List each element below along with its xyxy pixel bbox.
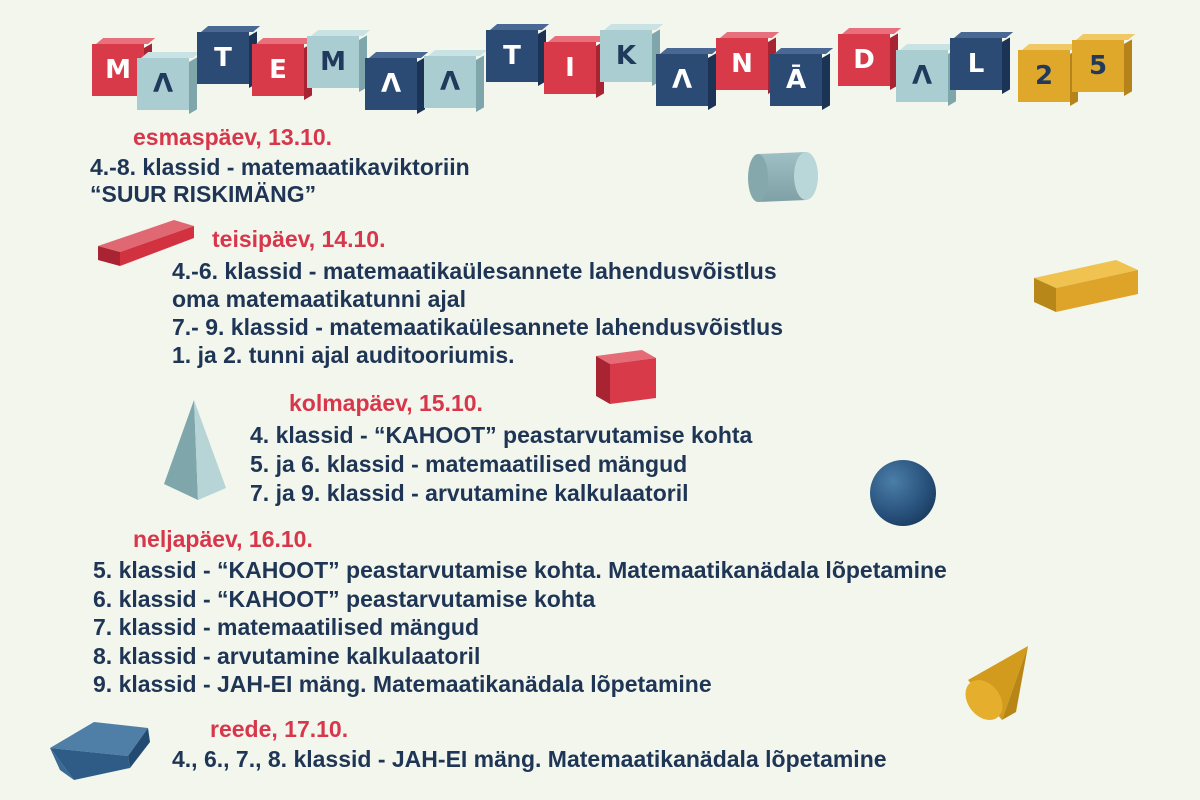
trapezoid-prism-icon	[44, 708, 156, 782]
cylinder-icon	[744, 148, 824, 206]
title-banner	[0, 0, 1200, 110]
schedule-line: 8. klassid - arvutamine kalkulaatoril	[93, 643, 481, 669]
gold-bar-icon	[1030, 256, 1142, 316]
title-year-digit-cube: 2	[1018, 50, 1070, 102]
red-cube-icon	[590, 346, 662, 408]
schedule-line: 7. ja 9. klassid - arvutamine kalkulaatoril	[250, 480, 689, 506]
red-prism-icon	[94, 216, 198, 268]
title-letter-cube: Λ	[365, 58, 417, 110]
schedule-line: “SUUR RISKIMÄNG”	[90, 181, 317, 207]
title-letter-cube: L	[950, 38, 1002, 90]
title-letter-cube: K	[600, 30, 652, 82]
title-letter-cube: M	[307, 36, 359, 88]
schedule-line: 1. ja 2. tunni ajal auditooriumis.	[172, 342, 515, 368]
day-heading-tuesday: teisipäev, 14.10.	[212, 226, 386, 252]
title-letter-cube: Λ	[424, 56, 476, 108]
schedule-line: 5. ja 6. klassid - matemaatilised mängud	[250, 451, 688, 477]
title-letter-cube: D	[838, 34, 890, 86]
schedule-line: 9. klassid - JAH-EI mäng. Matemaatikanädala lõpetamine	[93, 671, 712, 697]
title-letter-cube: E	[252, 44, 304, 96]
title-letter-cube: Λ	[896, 50, 948, 102]
schedule-line: 6. klassid - “KAHOOT” peastarvutamise kohta	[93, 586, 596, 612]
cone-icon	[958, 640, 1038, 724]
title-letter-cube: T	[197, 32, 249, 84]
schedule-line: 5. klassid - “KAHOOT” peastarvutamise kohta. Matemaatikanädala lõpetamine	[93, 557, 947, 583]
day-heading-friday: reede, 17.10.	[210, 716, 349, 742]
schedule-line: oma matemaatikatunni ajal	[172, 286, 466, 312]
title-letter-cube: Λ	[656, 54, 708, 106]
sphere-icon	[866, 456, 940, 530]
schedule-line: 4.-6. klassid - matemaatikaülesannete lahendusvõistlus	[172, 258, 777, 284]
schedule-line: 7. klassid - matemaatilised mängud	[93, 614, 480, 640]
day-heading-wednesday: kolmapäev, 15.10.	[289, 390, 483, 416]
title-letter-cube: I	[544, 42, 596, 94]
title-letter-cube: Λ	[137, 58, 189, 110]
title-letter-cube: Ā	[770, 54, 822, 106]
schedule-line: 4., 6., 7., 8. klassid - JAH-EI mäng. Matemaatikanädala lõpetamine	[172, 746, 887, 772]
pyramid-icon	[160, 396, 232, 502]
day-heading-thursday: neljapäev, 16.10.	[133, 526, 313, 552]
schedule-line: 7.- 9. klassid - matemaatikaülesannete lahendusvõistlus	[172, 314, 784, 340]
title-letter-cube: T	[486, 30, 538, 82]
title-letter-cube: M	[92, 44, 144, 96]
schedule-line: 4.-8. klassid - matemaatikaviktoriin	[90, 154, 470, 180]
schedule-line: 4. klassid - “KAHOOT” peastarvutamise kohta	[250, 422, 753, 448]
day-heading-monday: esmaspäev, 13.10.	[133, 124, 333, 150]
title-year-digit-cube: 5	[1072, 40, 1124, 92]
title-letter-cube: N	[716, 38, 768, 90]
